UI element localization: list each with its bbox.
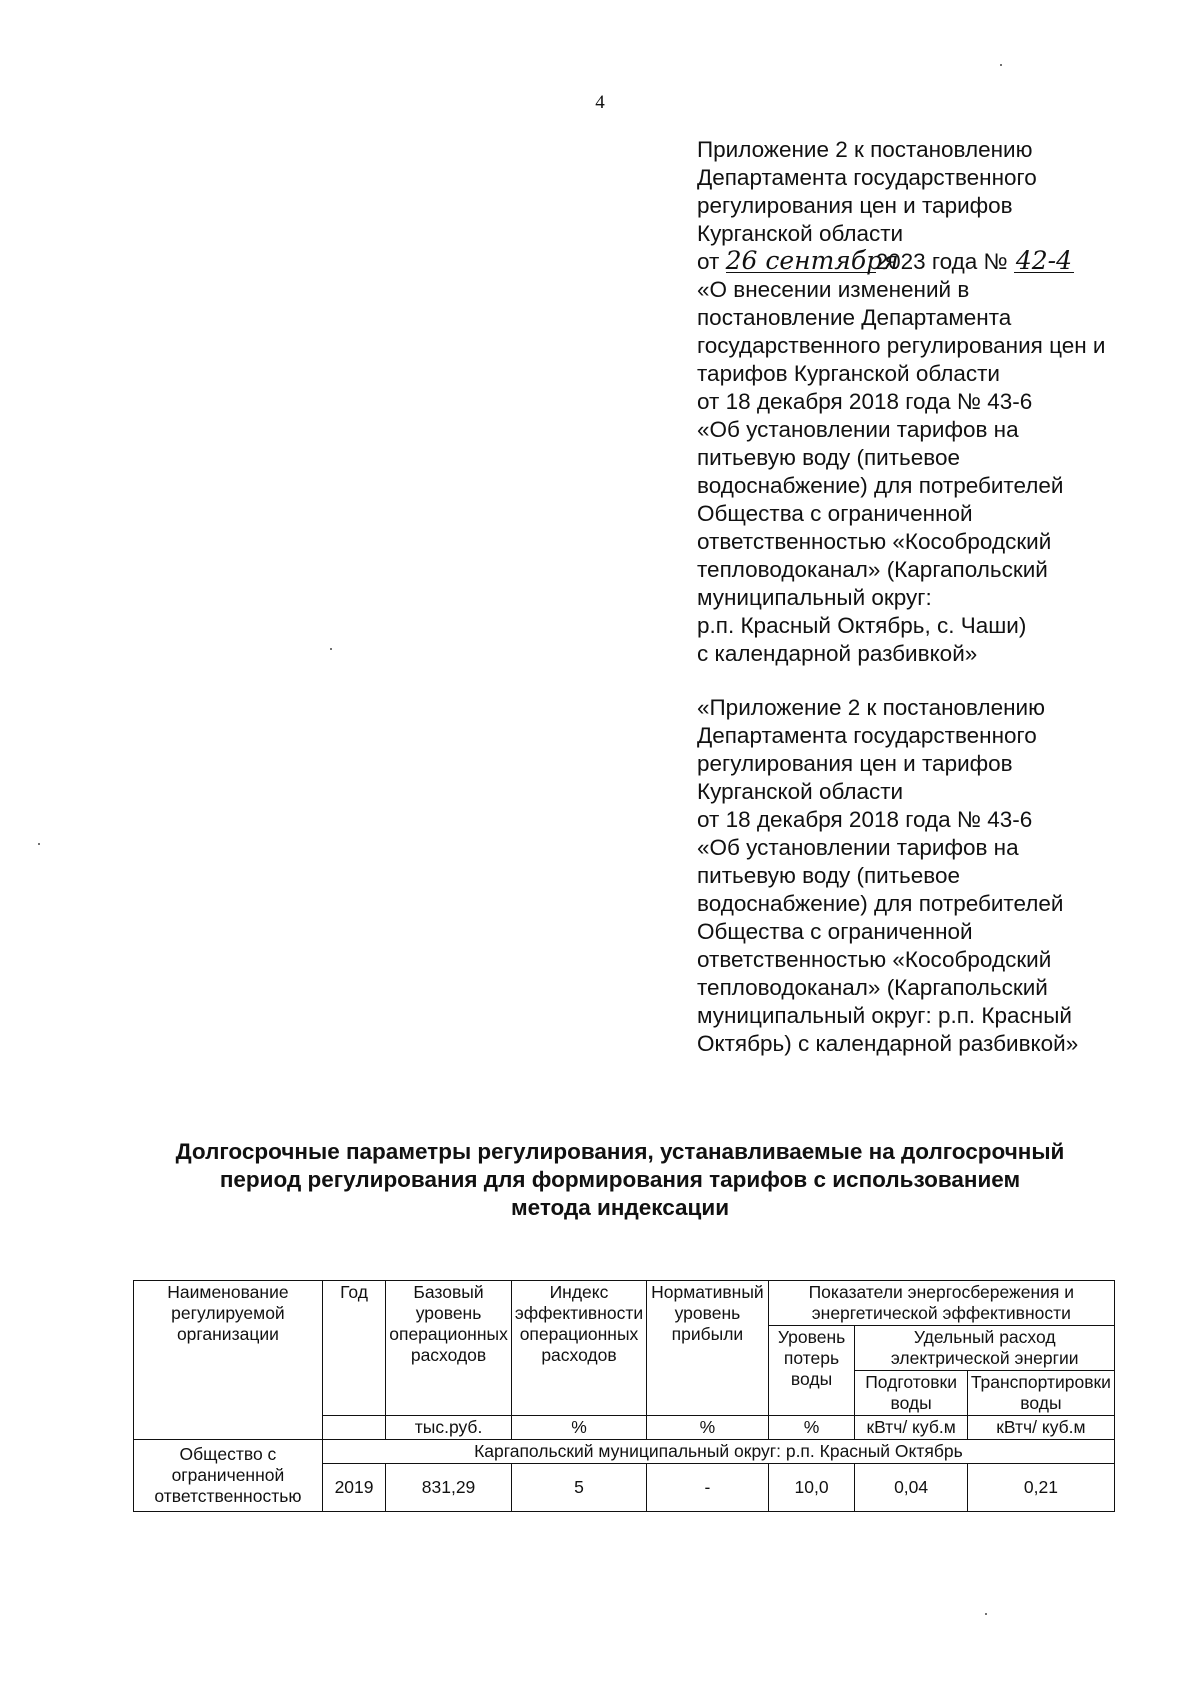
appendix-line: «О внесении изменений в [697,277,970,302]
cell-prep: 0,04 [855,1464,967,1512]
cell-year: 2019 [322,1464,385,1512]
cell-transport: 0,21 [967,1464,1114,1512]
scan-speck [1000,64,1002,66]
scan-speck [38,843,40,845]
unit-transport: кВтч/ куб.м [967,1416,1114,1440]
appendix-line: Департамента государственного [697,165,1037,190]
header-base-opex: Базовый уровень операционных расходов [386,1281,512,1416]
header-energy-indicators: Показатели энергосбережения и энергетической эффективности [768,1281,1114,1326]
cell-eff: 5 [511,1464,646,1512]
page-number: 4 [595,92,605,113]
cell-org-name: Общество с ограниченной ответственностью [134,1440,323,1512]
appendix-line: «Приложение 2 к постановлению [697,695,1045,720]
unit-year-empty [322,1416,385,1440]
appendix-line: Приложение 2 к постановлению [697,137,1033,162]
cell-profit: - [647,1464,768,1512]
appendix-line: государственного регулирования цен и [697,333,1106,358]
appendix-line: от 18 декабря 2018 года № 43-6 [697,807,1033,832]
cell-base: 831,29 [386,1464,512,1512]
appendix-line: с календарной разбивкой» [697,641,978,666]
decree-date-line [697,248,1167,276]
header-water-losses: Уровень потерь воды [768,1326,855,1416]
header-org: Наименование регулируемой организации [134,1281,323,1440]
appendix-line: тарифов Курганской области [697,361,1000,386]
handwritten-number: 42-4 [1015,246,1072,275]
section-row [134,1440,1115,1464]
date-year: 2023 года № [875,249,1014,274]
appendix-line: Курганской области [697,779,904,804]
scan-speck [985,1613,987,1615]
appendix-line: Октябрь) с календарной разбивкой» [697,1031,1079,1056]
scan-speck [330,648,332,650]
appendix-line: водоснабжение) для потребителей [697,473,1064,498]
appendix-line: регулирования цен и тарифов [697,193,1013,218]
appendix-line: «Об установлении тарифов на [697,417,1019,442]
appendix-line: питьевую воду (питьевое [697,863,960,888]
header-row [134,1281,1115,1326]
regulation-parameters-table [133,1280,1115,1512]
appendix-line: регулирования цен и тарифов [697,751,1013,776]
appendix-line: постановление Департамента [697,305,1012,330]
appendix-line: Курганской области [697,221,904,246]
header-efficiency-index: Индекс эффективности операционных расходов [511,1281,646,1416]
header-water-preparation: Подготовки воды [855,1371,967,1416]
appendix-line: ответственностью «Кособродский [697,947,1052,972]
appendix-line: тепловодоканал» (Каргапольский [697,557,1048,582]
title-line: Долгосрочные параметры регулирования, устанавливаемые на долгосрочный [175,1139,1065,1164]
appendix-line: Общества с ограниченной [697,501,973,526]
appendix-line: ответственностью «Кособродский [697,529,1052,554]
appendix-line: муниципальный округ: [697,585,932,610]
title-line: период регулирования для формирования тарифов с использованием [219,1167,1021,1192]
header-water-transport: Транспортировки воды [967,1371,1114,1416]
unit-prep: кВтч/ куб.м [855,1416,967,1440]
appendix-line: питьевую воду (питьевое [697,445,960,470]
appendix-line: муниципальный округ: р.п. Красный [697,1003,1072,1028]
header-year: Год [322,1281,385,1416]
cell-section-label: Каргапольский муниципальный округ: р.п. Красный Октябрь [322,1440,1114,1464]
appendix-line: р.п. Красный Октябрь, с. Чаши) [697,613,1027,638]
date-prefix: от [697,249,726,274]
appendix-line: Департамента государственного [697,723,1037,748]
unit-base: тыс.руб. [386,1416,512,1440]
appendix-line: водоснабжение) для потребителей [697,891,1064,916]
appendix-block-2 [697,694,1167,1058]
appendix-line: тепловодоканал» (Каргапольский [697,975,1048,1000]
header-profit-level: Нормативный уровень прибыли [647,1281,768,1416]
unit-eff: % [511,1416,646,1440]
appendix-line: «Об установлении тарифов на [697,835,1019,860]
appendix-line: от 18 декабря 2018 года № 43-6 [697,389,1033,414]
appendix-block-1 [697,136,1167,668]
document-title [120,1138,1120,1222]
header-specific-consumption: Удельный расход электрической энергии [855,1326,1115,1371]
handwritten-date: 26 сентября [725,246,899,275]
title-line: метода индексации [510,1195,730,1220]
cell-losses: 10,0 [768,1464,855,1512]
unit-profit: % [647,1416,768,1440]
unit-losses: % [768,1416,855,1440]
appendix-line: Общества с ограниченной [697,919,973,944]
